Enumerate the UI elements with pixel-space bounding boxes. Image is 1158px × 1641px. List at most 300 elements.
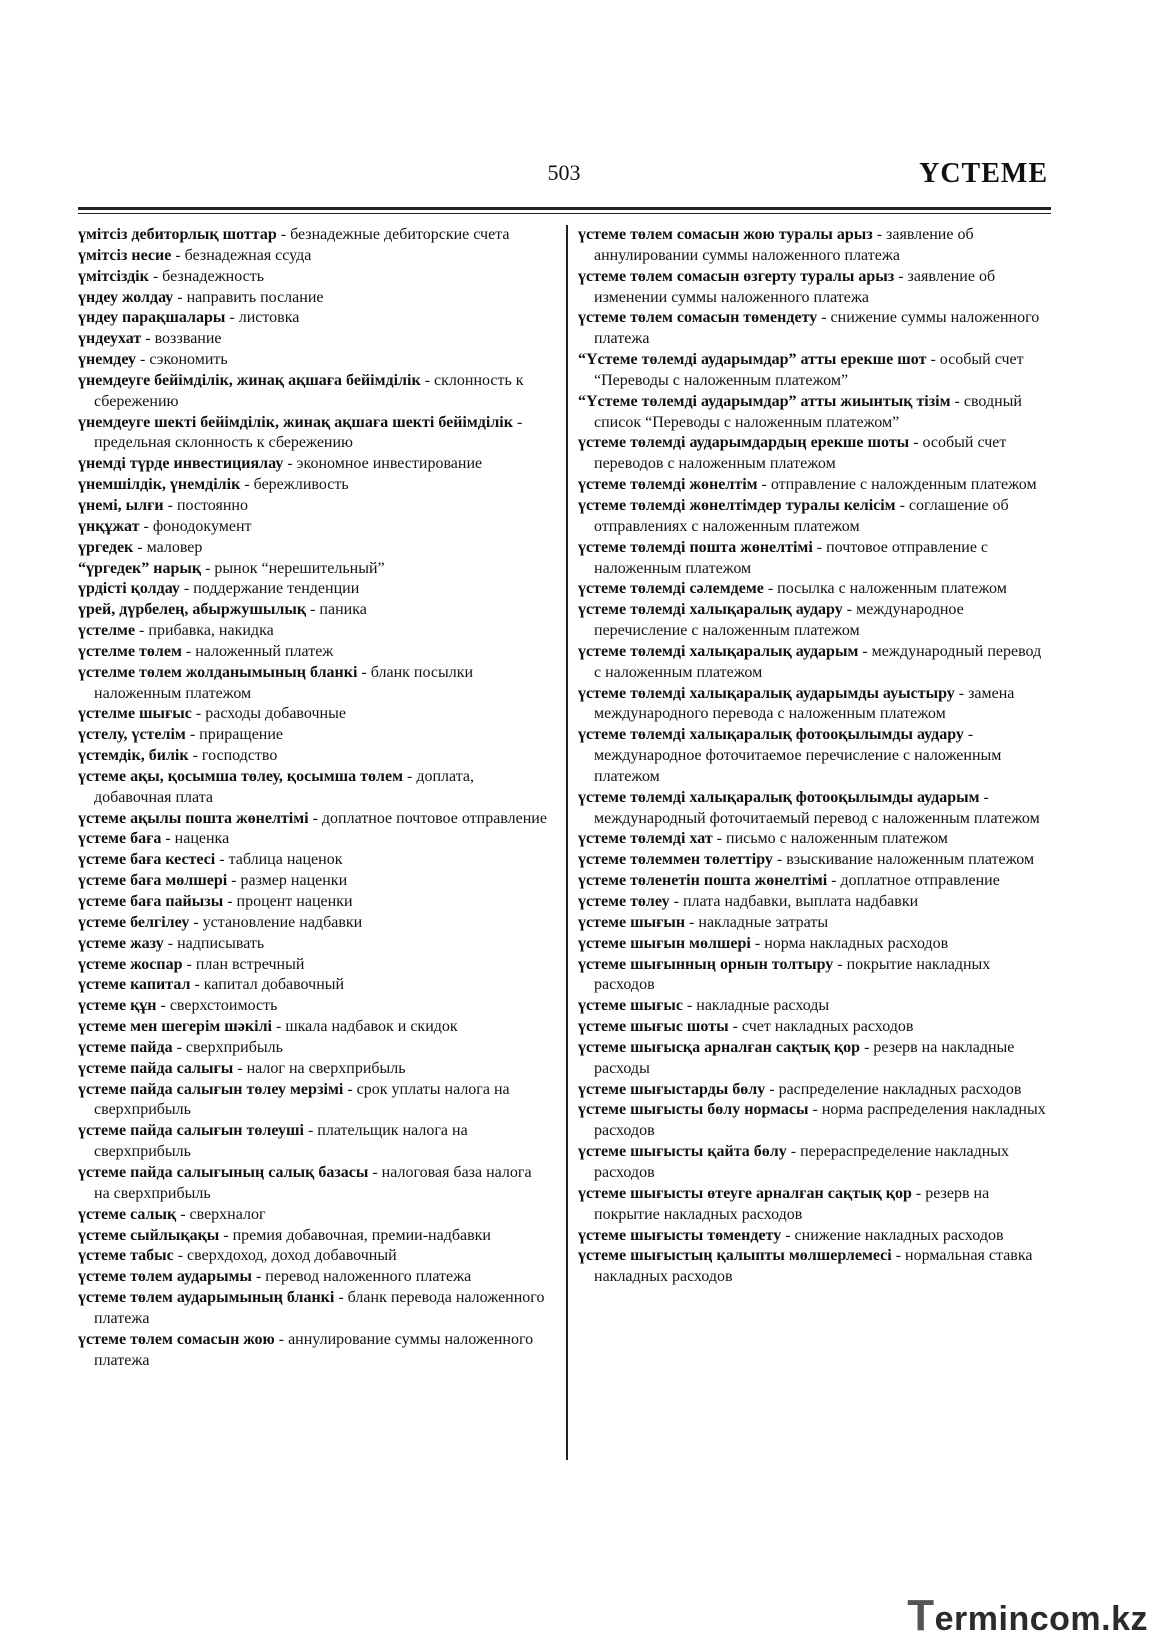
entry-separator: - xyxy=(763,580,778,598)
entry-separator: - xyxy=(772,851,787,869)
entry-term: үстеме шығысты қайта бөлу xyxy=(578,1143,787,1161)
entry-translation: размер наценки xyxy=(240,872,348,890)
entry-separator: - xyxy=(225,309,239,327)
dictionary-entry xyxy=(578,955,1048,997)
entry-translation: снижение накладных расходов xyxy=(794,1226,1004,1244)
entry-term: үнемдеуге шекті бейімділік, жинақ ақшаға шекті бейімділік xyxy=(78,413,513,431)
entry-term: үстелу, үстелім xyxy=(78,726,186,744)
entry-term: үстеме пайда салығының салық базасы xyxy=(78,1163,369,1181)
entry-separator: - xyxy=(817,309,831,327)
dictionary-entry xyxy=(78,1267,548,1288)
entry-translation: взыскивание наложенным платежом xyxy=(786,851,1035,869)
dictionary-entry xyxy=(578,267,1048,309)
dictionary-entry xyxy=(78,746,548,767)
entry-translation: фонодокумент xyxy=(152,517,252,535)
entry-term: үстеме белгілеу xyxy=(78,913,190,931)
dictionary-entry xyxy=(78,725,548,746)
entry-separator: - xyxy=(343,1080,357,1098)
dictionary-entry xyxy=(578,829,1048,850)
entry-separator: - xyxy=(512,413,523,431)
dictionary-entry xyxy=(78,475,548,496)
dictionary-entry xyxy=(78,1330,548,1372)
entry-term: үстеме пайда xyxy=(78,1038,173,1056)
dictionary-entry xyxy=(78,975,548,996)
entry-term: үстеме төлемді сәлемдеме xyxy=(578,580,764,598)
entry-translation: перевод наложенного платежа xyxy=(265,1268,472,1286)
entry-separator: - xyxy=(219,1226,233,1244)
entry-separator: - xyxy=(276,226,291,243)
dictionary-entry xyxy=(578,579,1048,600)
entry-translation: международное фоточитаемое перечисление с наложенным платежом xyxy=(594,747,1002,785)
terminkom-logo xyxy=(907,1591,1148,1641)
entry-term: “Үстеме төлемді аударымдар” атты жиынтық тізім xyxy=(578,392,951,410)
entry-separator: - xyxy=(872,226,887,243)
entry-separator: - xyxy=(161,830,175,848)
column-divider xyxy=(566,225,568,1460)
entry-separator: - xyxy=(812,538,827,556)
entry-translation: склонность к сбережению xyxy=(94,371,524,410)
dictionary-entry xyxy=(78,371,548,413)
entry-term: үстеме мен шегерім шәкілі xyxy=(78,1018,272,1036)
entry-separator: - xyxy=(963,726,974,744)
entry-separator: - xyxy=(765,1080,779,1098)
entry-separator: - xyxy=(274,1330,289,1348)
dictionary-entry xyxy=(78,1288,548,1330)
entry-separator: - xyxy=(188,747,202,765)
entry-separator: - xyxy=(233,1059,247,1077)
entry-separator: - xyxy=(251,1268,266,1286)
dictionary-entry xyxy=(78,850,548,871)
logo-initial: T xyxy=(907,1591,935,1640)
entry-separator: - xyxy=(420,371,435,389)
entry-separator: - xyxy=(954,684,969,702)
entry-term: үстеме шығысты бөлу нормасы xyxy=(578,1101,809,1119)
entry-term: үстеме төлем сомасын төмендету xyxy=(578,309,818,327)
entry-separator: - xyxy=(163,934,178,952)
dictionary-entry xyxy=(78,934,548,955)
dictionary-entry xyxy=(78,1017,548,1038)
entry-separator: - xyxy=(190,976,204,994)
entry-term: үстеме ақылы пошта жөнелтімі xyxy=(78,809,309,827)
entry-separator: - xyxy=(750,934,765,952)
entry-translation: резерв на накладные расходы xyxy=(594,1038,1015,1077)
dictionary-entry xyxy=(578,433,1048,475)
entry-translation: особый счет “Переводы с наложенным платежом” xyxy=(594,351,1024,389)
entry-term: үндеухат xyxy=(78,330,142,348)
entry-separator: - xyxy=(181,642,196,660)
entry-term: үстеме баға кестесі xyxy=(78,851,216,869)
entry-translation: нормальная ставка накладных расходов xyxy=(594,1247,1033,1286)
dictionary-entry xyxy=(78,1226,548,1247)
entry-separator: - xyxy=(808,1101,822,1119)
entry-translation: безнадежные дебиторские счета xyxy=(290,226,510,243)
entry-separator: - xyxy=(950,392,964,410)
entry-translation: бланк перевода наложенного платежа xyxy=(94,1289,545,1327)
entry-term: үстеме төлемді халықаралық аударым xyxy=(578,642,859,660)
entry-translation: срок уплаты налога на сверхприбыль xyxy=(94,1080,510,1119)
entry-translation: снижение суммы наложенного платежа xyxy=(594,309,1040,348)
entry-translation: наценка xyxy=(174,830,230,848)
entry-translation: сверхприбыль xyxy=(185,1038,283,1056)
entry-translation: отправление с наложденным платежом xyxy=(770,476,1037,494)
entry-translation: сверхдоход, доход добавочный xyxy=(187,1247,397,1265)
logo-text: ermincom.kz xyxy=(934,1600,1148,1638)
entry-translation: налоговая база налога на сверхприбыль xyxy=(94,1163,532,1202)
entry-separator: - xyxy=(858,642,872,660)
entry-separator: - xyxy=(334,1289,348,1307)
entry-term: үнемі, ылғи xyxy=(78,496,164,514)
dictionary-entry xyxy=(78,809,548,830)
entry-term: үстеме ақы, қосымша төлеу, қосымша төлем xyxy=(78,767,403,785)
entry-separator: - xyxy=(909,434,923,452)
entry-separator: - xyxy=(712,830,726,848)
dictionary-entry xyxy=(578,600,1048,642)
entry-separator: - xyxy=(368,1163,382,1181)
entry-term: үргедек xyxy=(78,538,134,556)
header-rule-thick xyxy=(78,207,1051,210)
entry-term: үрдісті қолдау xyxy=(78,580,180,598)
entry-term: үстеме пайда салығын төлеу мерзімі xyxy=(78,1080,344,1098)
dictionary-entry xyxy=(78,829,548,850)
entry-translation: листовка xyxy=(238,309,300,327)
dictionary-entry xyxy=(78,1163,548,1205)
dictionary-entry xyxy=(78,600,548,621)
entry-translation: экономное инвестирование xyxy=(296,455,483,473)
entry-translation: сверхстоимость xyxy=(169,997,278,1015)
entry-separator: - xyxy=(185,726,200,744)
entry-translation: международный перевод с наложенным платежом xyxy=(594,642,1042,681)
entry-term: үстелме шығыс xyxy=(78,705,192,723)
entry-separator: - xyxy=(283,455,297,473)
dictionary-entry xyxy=(578,725,1048,788)
entry-translation: капитал добавочный xyxy=(203,976,345,994)
dictionary-entry xyxy=(78,955,548,976)
entry-term: үстеме құн xyxy=(78,997,157,1015)
entry-translation: международное перечисление с наложенным платежом xyxy=(594,601,964,640)
entry-translation: международный фоточитаемый перевод с наложенным платежом xyxy=(594,809,1040,827)
entry-term: үстеме баға пайызы xyxy=(78,893,224,910)
dictionary-entry xyxy=(578,392,1048,434)
dictionary-entry xyxy=(78,704,548,725)
entry-translation: счет накладных расходов xyxy=(741,1018,914,1036)
entry-translation: расходы добавочные xyxy=(205,705,346,723)
entry-term: үстеме төлеммен төлеттіру xyxy=(578,851,773,869)
entry-term: үстеме шығыстарды бөлу xyxy=(578,1080,766,1098)
entry-term: “үргедек” нарық xyxy=(78,559,202,577)
dictionary-entry xyxy=(578,538,1048,580)
dictionary-entry xyxy=(78,288,548,309)
dictionary-entry xyxy=(78,454,548,475)
dictionary-entry xyxy=(78,1080,548,1122)
dictionary-entry xyxy=(578,1080,1048,1101)
dictionary-entry xyxy=(578,1246,1048,1288)
dictionary-entry xyxy=(78,517,548,538)
entry-term: үстеме капитал xyxy=(78,976,191,994)
dictionary-entry xyxy=(578,496,1048,538)
entry-translation: сверхналог xyxy=(189,1205,266,1223)
entry-translation: постоянно xyxy=(176,496,248,514)
entry-separator: - xyxy=(303,1122,318,1140)
entry-term: үстеме төлемді жөнелтімдер туралы келісім xyxy=(578,496,896,514)
entry-term: үстеме төлемді халықаралық фотооқылымды аударым xyxy=(578,788,980,806)
entry-translation: надписывать xyxy=(177,934,265,952)
dictionary-entry xyxy=(578,475,1048,496)
entry-term: “Үстеме төлемді аударымдар” атты ерекше шот xyxy=(578,351,927,369)
entry-translation: доплатное отправление xyxy=(840,872,1000,890)
entry-separator: - xyxy=(308,809,322,827)
entry-translation: сэкономить xyxy=(149,351,228,369)
entry-term: үстеме шығыс шоты xyxy=(578,1018,729,1036)
entry-translation: бережливость xyxy=(253,476,349,494)
dictionary-entry xyxy=(78,1246,548,1267)
entry-term: үстеме шығыс xyxy=(578,997,683,1015)
entry-translation: посылка с наложенным платежом xyxy=(777,580,1007,598)
entry-term: үмітсіз несие xyxy=(78,246,172,264)
entry-separator: - xyxy=(781,1226,795,1244)
entry-term: үстеме төлем сомасын жою туралы арыз xyxy=(578,226,873,243)
entry-separator: - xyxy=(173,288,187,306)
running-head: ҮСТЕМЕ xyxy=(919,158,1048,189)
dictionary-entry xyxy=(578,1017,1048,1038)
dictionary-entry xyxy=(78,642,548,663)
entry-translation: перераспределение накладных расходов xyxy=(594,1143,1010,1181)
entry-separator: - xyxy=(757,476,771,494)
entry-term: үндеу жолдау xyxy=(78,288,174,306)
entry-term: үстеме жазу xyxy=(78,934,164,952)
entry-separator: - xyxy=(136,351,150,369)
dictionary-entry xyxy=(578,892,1048,913)
entry-separator: - xyxy=(357,663,371,681)
entry-separator: - xyxy=(201,559,215,577)
entry-translation: безнадежность xyxy=(162,267,265,285)
entry-translation: налог на сверхприбыль xyxy=(246,1059,406,1077)
dictionary-entry xyxy=(78,1121,548,1163)
entry-translation: замена международного перевода с наложенным платежом xyxy=(594,684,1015,723)
dictionary-entry xyxy=(78,350,548,371)
entry-separator: - xyxy=(911,1184,926,1202)
entry-separator: - xyxy=(827,872,841,890)
entry-translation: почтовое отправление с наложенным платежом xyxy=(594,538,989,577)
entry-term: үстеме төлемді аударымдардың ерекше шоты xyxy=(578,434,910,452)
dictionary-entry xyxy=(78,496,548,517)
entry-term: үстелме төлем xyxy=(78,642,182,660)
entry-separator: - xyxy=(173,1247,188,1265)
entry-term: үстеме пайда салығы xyxy=(78,1059,234,1077)
entry-translation: аннулирование суммы наложенного платежа xyxy=(94,1330,534,1369)
entry-translation: накладные расходы xyxy=(696,997,830,1015)
entry-translation: приращение xyxy=(199,726,284,744)
entry-separator: - xyxy=(223,893,237,910)
entry-translation: особый счет переводов с наложенным платежом xyxy=(594,434,1007,473)
dictionary-entry xyxy=(578,996,1048,1017)
entry-translation: письмо с наложенным платежом xyxy=(726,830,948,848)
entry-translation: маловер xyxy=(146,538,203,556)
entry-translation: плата надбавки, выплата надбавки xyxy=(682,893,919,910)
dictionary-entry xyxy=(578,1226,1048,1247)
dictionary-entry xyxy=(78,225,548,246)
dictionary-entry xyxy=(578,850,1048,871)
dictionary-entry xyxy=(578,684,1048,726)
entry-separator: - xyxy=(786,1143,801,1161)
entry-translation: накладные затраты xyxy=(698,913,829,931)
entry-separator: - xyxy=(133,538,147,556)
entry-translation: соглашение об отправлениях с наложенным платежом xyxy=(594,496,1009,535)
dictionary-entry xyxy=(78,559,548,580)
dictionary-entry xyxy=(578,642,1048,684)
entry-term: үнемшілдік, үнемділік xyxy=(78,476,241,494)
entry-separator: - xyxy=(833,955,847,973)
entry-term: үстеме төлемді пошта жөнелтімі xyxy=(578,538,813,556)
entry-translation: план встречный xyxy=(195,955,305,973)
entry-term: үстеме жоспар xyxy=(78,955,183,973)
entry-separator: - xyxy=(156,997,170,1015)
entry-translation: покрытие накладных расходов xyxy=(594,955,991,994)
entry-term: үнемдеу xyxy=(78,351,137,369)
dictionary-entry xyxy=(78,329,548,350)
entry-separator: - xyxy=(979,788,989,806)
dictionary-entry xyxy=(78,767,548,809)
entry-translation: паника xyxy=(319,601,367,619)
entry-separator: - xyxy=(189,913,203,931)
dictionary-entry xyxy=(78,1205,548,1226)
entry-separator: - xyxy=(842,601,857,619)
dictionary-entry xyxy=(78,267,548,288)
entry-separator: - xyxy=(215,851,229,869)
entry-separator: - xyxy=(172,1038,186,1056)
dictionary-entry xyxy=(78,996,548,1017)
dictionary-entry xyxy=(578,788,1048,830)
dictionary-entry xyxy=(78,913,548,934)
dictionary-entry xyxy=(78,579,548,600)
entry-separator: - xyxy=(728,1018,742,1036)
entry-term: үстеме төлем сомасын жою xyxy=(78,1330,275,1348)
dictionary-entry xyxy=(78,308,548,329)
entry-term: үстеме сыйлықақы xyxy=(78,1226,220,1244)
entry-term: үстеме шығысқа арналған сақтық қор xyxy=(578,1038,861,1056)
entry-translation: установление надбавки xyxy=(202,913,363,931)
entry-separator: - xyxy=(148,267,163,285)
entry-term: үстеме төлем сомасын өзгерту туралы арыз xyxy=(578,267,895,285)
entry-term: үстемдік, билік xyxy=(78,747,189,765)
dictionary-entry xyxy=(78,663,548,705)
entry-translation: норма накладных расходов xyxy=(764,934,949,952)
entry-translation: заявление об изменении суммы наложенного платежа xyxy=(594,267,996,306)
entry-separator: - xyxy=(171,246,185,264)
entry-translation: бланк посылки наложенным платежом xyxy=(94,663,474,702)
entry-term: үстеме шығысты төмендету xyxy=(578,1226,782,1244)
entry-term: үстеме шығыстың қалыпты мөлшерлемесі xyxy=(578,1247,892,1265)
entry-separator: - xyxy=(682,997,697,1015)
dictionary-entry xyxy=(78,413,548,455)
dictionary-entry xyxy=(578,934,1048,955)
page-number: 503 xyxy=(547,160,581,185)
entry-translation: прибавка, накидка xyxy=(148,622,274,640)
entry-term: үстеме шығынның орнын толтыру xyxy=(578,955,834,973)
dictionary-entry xyxy=(578,913,1048,934)
entry-translation: поддержание тенденции xyxy=(193,580,360,598)
entry-term: үндеу парақшалары xyxy=(78,309,226,327)
right-column xyxy=(578,225,1048,1288)
entry-separator: - xyxy=(182,955,196,973)
dictionary-entry xyxy=(578,1184,1048,1226)
entry-term: үнемді түрде инвестициялау xyxy=(78,455,284,473)
entry-separator: - xyxy=(271,1018,286,1036)
entry-translation: безнадежная ссуда xyxy=(184,246,312,264)
entry-term: үстеме салық xyxy=(78,1205,177,1223)
entry-separator: - xyxy=(176,1205,190,1223)
entry-translation: господство xyxy=(201,747,278,765)
entry-term: үстеме шығысты өтеуге арналған сақтық қор xyxy=(578,1184,912,1202)
entry-separator: - xyxy=(179,580,194,598)
entry-term: үстеме шығын xyxy=(578,913,686,931)
entry-term: үстеме төлеу xyxy=(578,893,670,910)
entry-term: үнемдеуге бейімділік, жинақ ақшаға бейімділік xyxy=(78,371,421,389)
entry-separator: - xyxy=(227,872,241,890)
entry-translation: резерв на покрытие накладных расходов xyxy=(594,1184,990,1223)
entry-term: үрей, дүрбелең, абыржушылық xyxy=(78,601,307,619)
entry-separator: - xyxy=(926,351,940,369)
left-column xyxy=(78,225,548,1371)
entry-translation: процент наценки xyxy=(236,893,353,910)
dictionary-entry xyxy=(578,1038,1048,1080)
entry-term: үстеме төлемді хат xyxy=(578,830,713,848)
entry-translation: норма распределения накладных расходов xyxy=(594,1101,1046,1140)
entry-term: үстеме төленетін пошта жөнелтімі xyxy=(578,872,828,890)
entry-translation: направить послание xyxy=(186,288,324,306)
dictionary-entry xyxy=(578,308,1048,350)
dictionary-entry xyxy=(78,892,548,913)
entry-separator: - xyxy=(135,622,149,640)
dictionary-entry xyxy=(78,246,548,267)
entry-term: үстелме төлем жолданымының бланкі xyxy=(78,663,358,681)
dictionary-entry xyxy=(578,871,1048,892)
header-rule-thin xyxy=(78,213,1051,214)
dictionary-entry xyxy=(78,1038,548,1059)
entry-separator: - xyxy=(141,330,155,348)
entry-term: үстеме төлем аударымы xyxy=(78,1268,252,1286)
entry-translation: премия добавочная, премии-надбавки xyxy=(232,1226,491,1244)
entry-separator: - xyxy=(163,496,177,514)
entry-term: үстеме шығын мөлшері xyxy=(578,934,751,952)
entry-separator: - xyxy=(891,1247,906,1265)
dictionary-entry xyxy=(578,350,1048,392)
entry-translation: рынок “нерешительный” xyxy=(214,559,385,577)
entry-translation: таблица наценок xyxy=(228,851,343,869)
entry-term: үстеме төлемді халықаралық аудару xyxy=(578,601,843,619)
dictionary-entry xyxy=(78,621,548,642)
entry-separator: - xyxy=(685,913,699,931)
entry-translation: доплата, добавочная плата xyxy=(94,767,474,806)
entry-term: үстеме төлемді халықаралық фотооқылымды аудару xyxy=(578,726,964,744)
dictionary-entry xyxy=(78,538,548,559)
entry-separator: - xyxy=(191,705,206,723)
entry-term: үстелме xyxy=(78,622,136,640)
entry-translation: наложенный платеж xyxy=(195,642,334,660)
entry-translation: предельная склонность к сбережению xyxy=(94,434,353,452)
entry-separator: - xyxy=(860,1038,874,1056)
entry-term: үстеме пайда салығын төлеуші xyxy=(78,1122,304,1140)
entry-term: үмітсіздік xyxy=(78,267,149,285)
entry-translation: шкала надбавок и скидок xyxy=(285,1018,458,1036)
entry-translation: сводный список “Переводы с наложенным платежом” xyxy=(594,392,1022,431)
entry-separator: - xyxy=(894,267,908,285)
entry-separator: - xyxy=(669,893,683,910)
entry-term: үмітсіз дебиторлық шоттар xyxy=(78,226,277,243)
entry-separator: - xyxy=(895,496,909,514)
dictionary-entry xyxy=(578,1142,1048,1184)
entry-term: үстеме төлемді халықаралық аударымды ауыстыру xyxy=(578,684,955,702)
entry-term: үстеме баға мөлшері xyxy=(78,872,228,890)
